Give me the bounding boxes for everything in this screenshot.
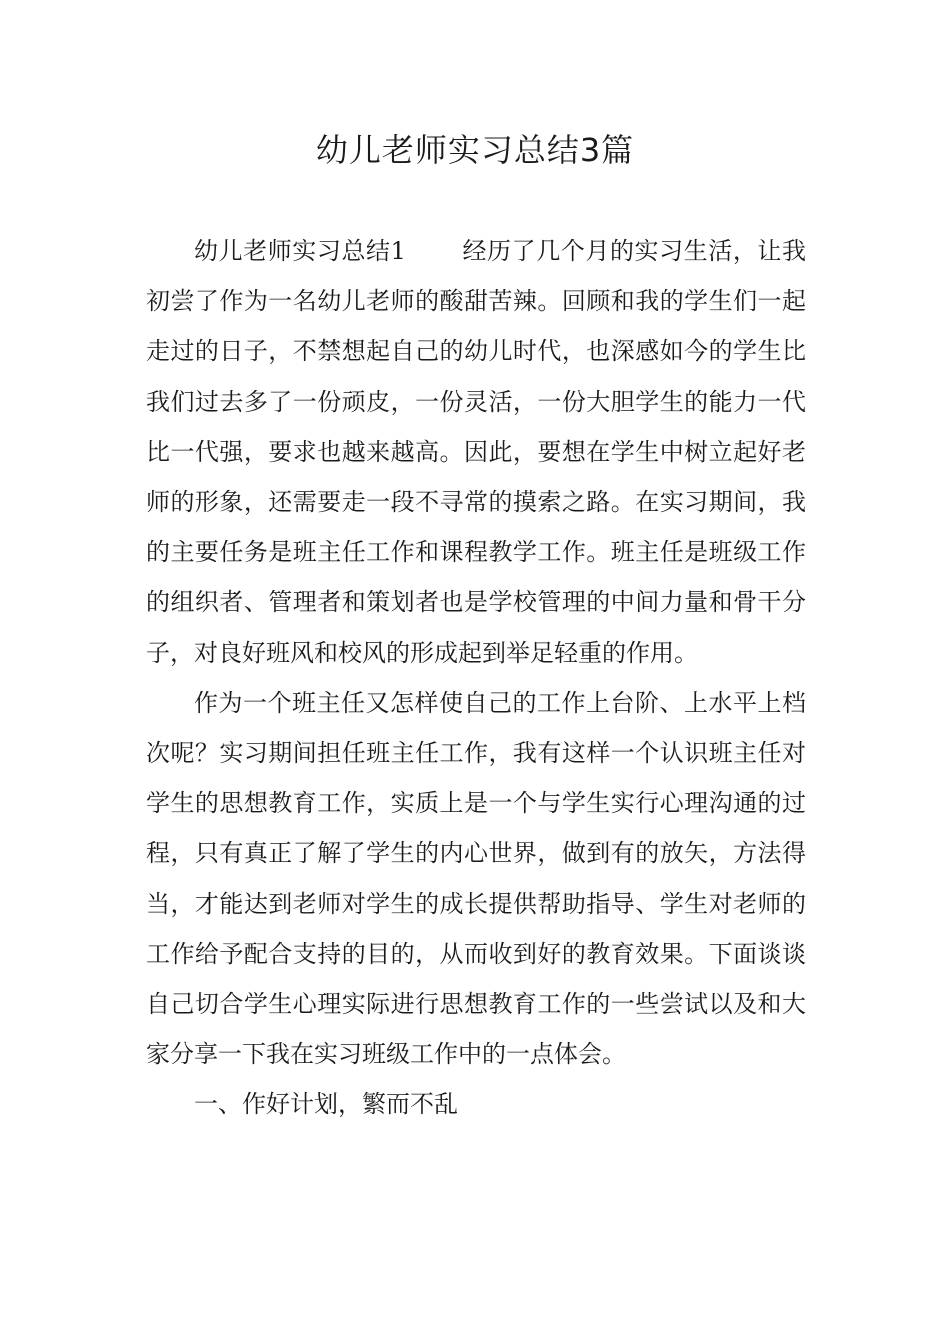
paragraph-2: 作为一个班主任又怎样使自己的工作上台阶、上水平上档次呢？实习期间担任班主任工作，我有这样一个认识班主任对学生的思想教育工作，实质上是一个与学生实行心理沟通的过程，只有真正了解了学生的内心世界，做到有的放矢，方法得当，才能达到老师对学生的成长提供帮助指导、学生对老师的工作给予配合支持的目的，从而收到好的教育效果。下面谈谈自己切合学生心理实际进行思想教育工作的一些尝试以及和大家分享一下我在实习班级工作中的一点体会。: [146, 688, 806, 1069]
paragraph-3: 一、作好计划，繁而不乱: [194, 1090, 458, 1119]
page-title: 幼儿老师实习总结3篇: [315, 131, 635, 169]
paragraph-1: [146, 226, 806, 678]
section-heading: 幼儿老师实习总结1: [194, 237, 406, 265]
document-body: [146, 226, 806, 1130]
paragraph-text: 经历了几个月的实习生活，让我初尝了作为一名幼儿老师的酸甜苦辣。回顾和我的学生们一起走过的日子，不禁想起自己的幼儿时代，也深感如今的学生比我们过去多了一份顽皮，一份灵活，一份大胆学生的能力一代比一代强，要求也越来越高。因此，要想在学生中树立起好老师的形象，还需要走一段不寻常的摸索之路。在实习期间，我的主要任务是班主任工作和课程教学工作。班主任是班级工作的组织者、管理者和策划者也是学校管理的中间力量和骨干分子，对良好班风和校风的形成起到举足轻重的作用。: [146, 237, 806, 667]
